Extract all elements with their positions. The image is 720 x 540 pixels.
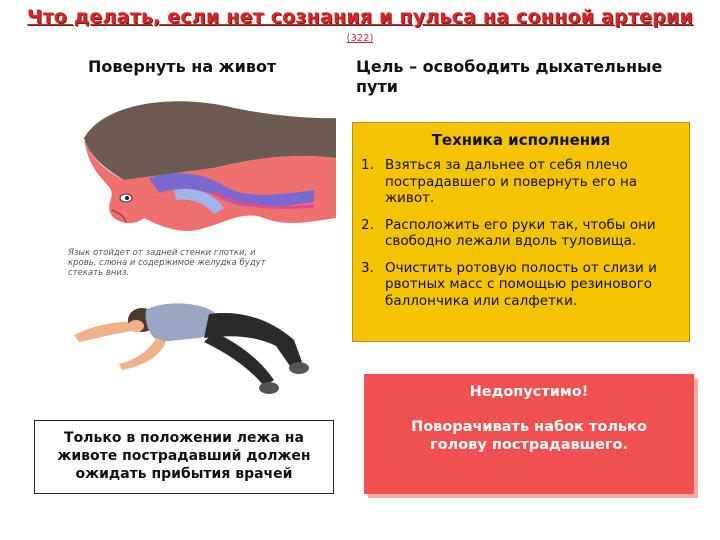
forbidden-title: Недопустимо!	[469, 384, 589, 400]
step-number: 3.	[361, 259, 374, 276]
forbidden-panel	[364, 374, 694, 494]
prone-person-illustration	[64, 280, 336, 400]
step-text: Расположить его руки так, чтобы они свободно лежали вдоль туловища.	[385, 216, 656, 249]
technique-panel	[352, 122, 690, 342]
slide-number: (322)	[346, 33, 374, 44]
goal-text: Цель – освободить дыхательные пути	[356, 57, 663, 96]
technique-step	[361, 260, 679, 310]
technique-step	[361, 157, 679, 207]
technique-step	[361, 217, 679, 250]
slide-title: Что делать, если нет сознания и пульса на сонной артерии	[27, 6, 693, 28]
technique-title: Техника исполнения	[431, 131, 611, 149]
step-text: Очистить ротовую полость от слизи и рвотных масс с помощью резинового баллончика или салфетки.	[385, 259, 657, 309]
wait-for-doctors-note: Только в положении лежа на животе пострадавший должен ожидать прибытия врачей	[34, 420, 334, 494]
illustration-caption: Язык отойдет от задней стенки глотки, и кровь, слюна и содержимое желудка будут стекать вниз.	[68, 248, 266, 278]
step-text: Взяться за дальнее от себя плечо пострадавшего и повернуть его на живот.	[385, 157, 638, 206]
step-number: 1.	[361, 157, 374, 173]
step-number: 2.	[361, 216, 374, 233]
forbidden-text: Поворачивать набок только голову пострадавшего.	[411, 419, 647, 453]
technique-steps	[353, 157, 689, 309]
head-cross-section-illustration	[64, 98, 336, 248]
left-heading: Повернуть на живот	[88, 57, 277, 76]
